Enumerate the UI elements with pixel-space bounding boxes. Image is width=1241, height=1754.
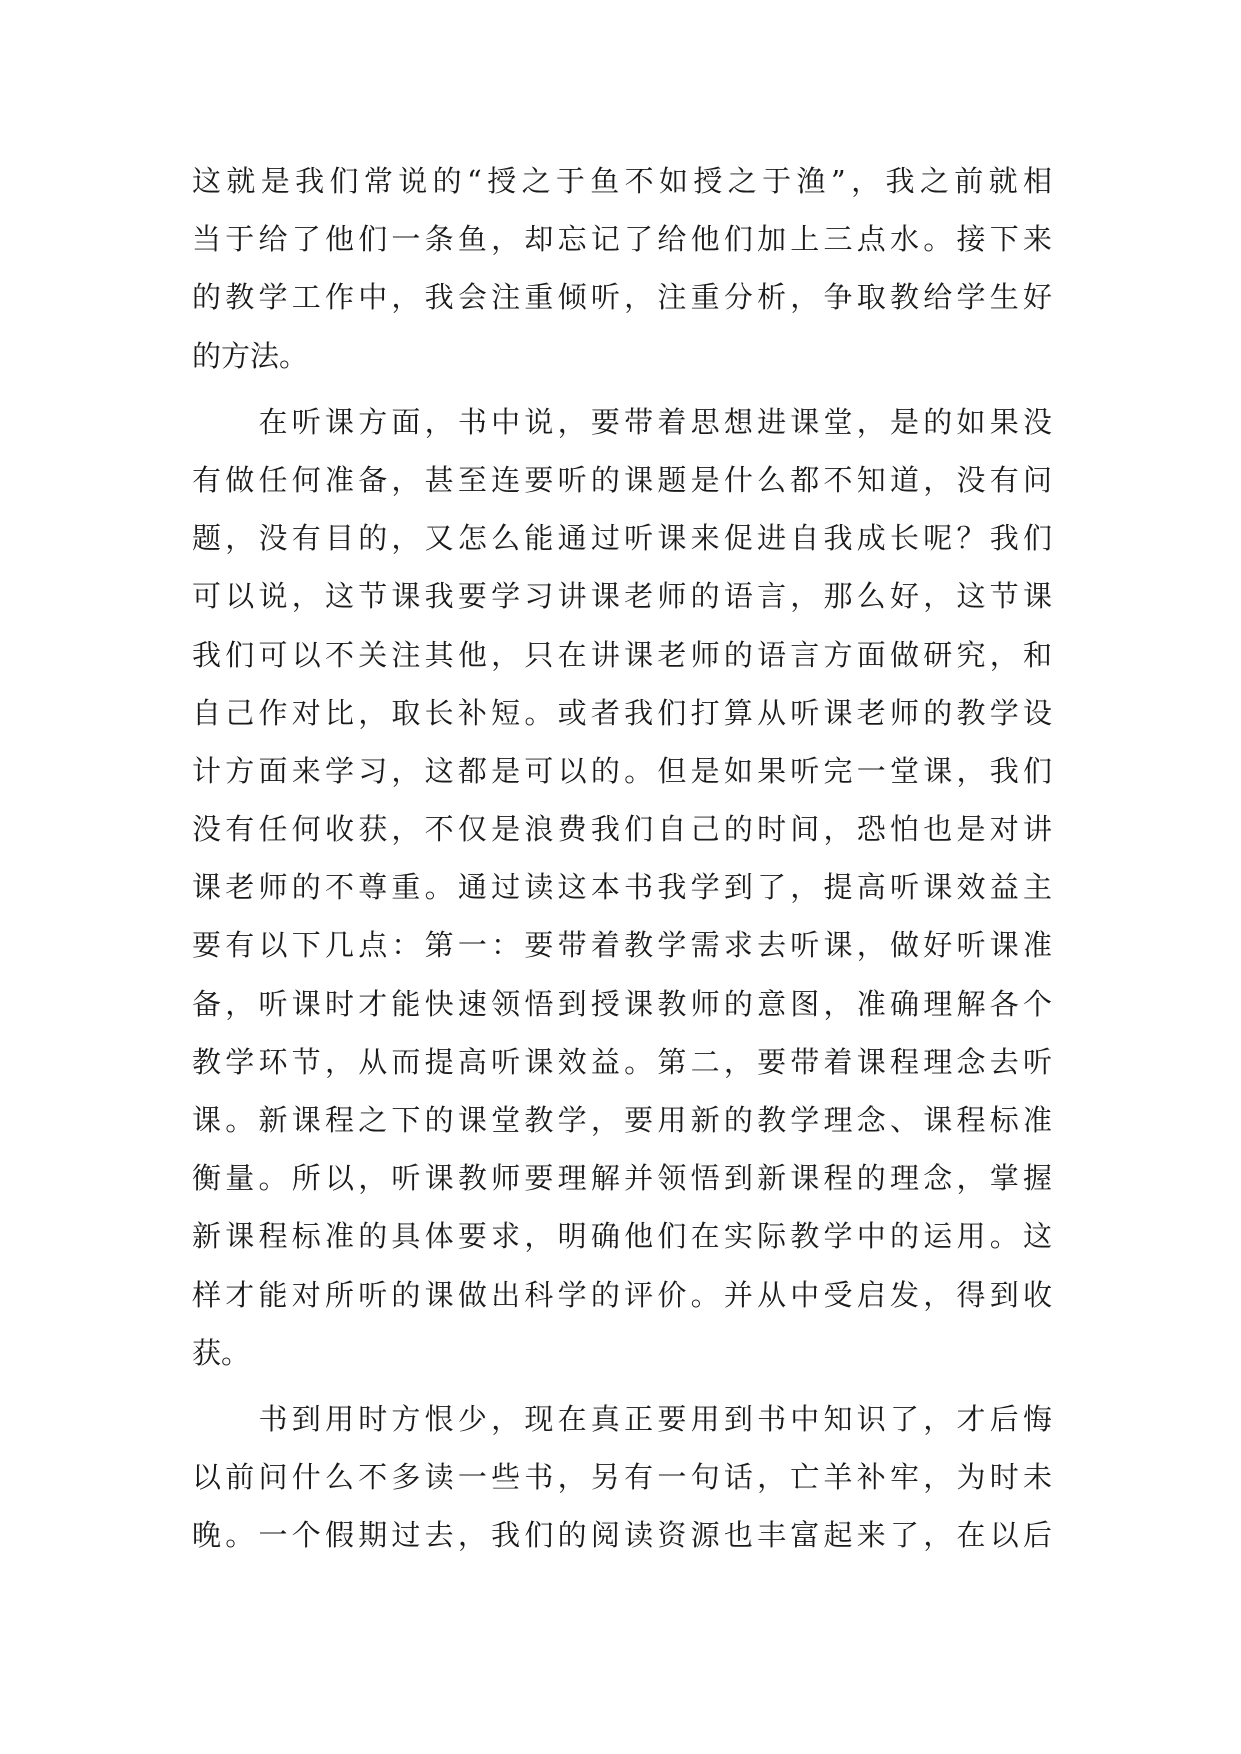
text-line: 衡量。所以，听课教师要理解并领悟到新课程的理念，掌握: [192, 1161, 1052, 1196]
text-line: 自己作对比，取长补短。或者我们打算从听课老师的教学设: [192, 695, 1052, 730]
text-line: 题，没有目的，又怎么能通过听课来促进自我成长呢？我们: [192, 521, 1052, 556]
text-line: 的教学工作中，我会注重倾听，注重分析，争取教给学生好: [192, 280, 1052, 315]
text-line: 当于给了他们一条鱼，却忘记了给他们加上三点水。接下来: [192, 222, 1052, 257]
text-line: 可以说，这节课我要学习讲课老师的语言，那么好，这节课: [192, 579, 1052, 614]
text-line: 获。: [192, 1335, 251, 1370]
text-line: 课。新课程之下的课堂教学，要用新的教学理念、课程标准: [192, 1103, 1052, 1137]
text-line: 在听课方面，书中说，要带着思想进课堂，是的如果没: [192, 404, 1052, 439]
paragraph-2: [192, 393, 1052, 1382]
text-line: 备，听课时才能快速领悟到授课教师的意图，准确理解各个: [192, 986, 1052, 1021]
text-line: 计方面来学习，这都是可以的。但是如果听完一堂课，我们: [192, 753, 1052, 788]
paragraph-1: [192, 152, 1052, 385]
document-body: [192, 152, 1052, 1565]
text-line: 晚。一个假期过去，我们的阅读资源也丰富起来了，在以后: [192, 1518, 1052, 1553]
paragraph-3: [192, 1390, 1052, 1565]
text-line: 样才能对所听的课做出科学的评价。并从中受启发，得到收: [192, 1277, 1052, 1312]
paragraph-spacer: [192, 385, 1052, 393]
text-line: 没有任何收获，不仅是浪费我们自己的时间，恐怕也是对讲: [192, 812, 1052, 847]
text-line: 我们可以不关注其他，只在讲课老师的语言方面做研究，和: [192, 637, 1052, 672]
paragraph-spacer: [192, 1382, 1052, 1390]
text-line: 以前问什么不多读一些书，另有一句话，亡羊补牢，为时未: [192, 1460, 1052, 1495]
text-line: 书到用时方恨少，现在真正要用到书中知识了，才后悔: [192, 1401, 1052, 1436]
text-line: 要有以下几点：第一：要带着教学需求去听课，做好听课准: [192, 928, 1052, 963]
text-line: 的方法。: [192, 338, 309, 373]
text-line: 有做任何准备，甚至连要听的课题是什么都不知道，没有问: [192, 462, 1052, 497]
text-line: 课老师的不尊重。通过读这本书我学到了，提高听课效益主: [192, 870, 1052, 905]
text-line: 教学环节，从而提高听课效益。第二，要带着课程理念去听: [192, 1044, 1052, 1079]
text-line: 新课程标准的具体要求，明确他们在实际教学中的运用。这: [192, 1219, 1052, 1254]
text-line: 这就是我们常说的“授之于鱼不如授之于渔”，我之前就相: [192, 164, 1052, 198]
